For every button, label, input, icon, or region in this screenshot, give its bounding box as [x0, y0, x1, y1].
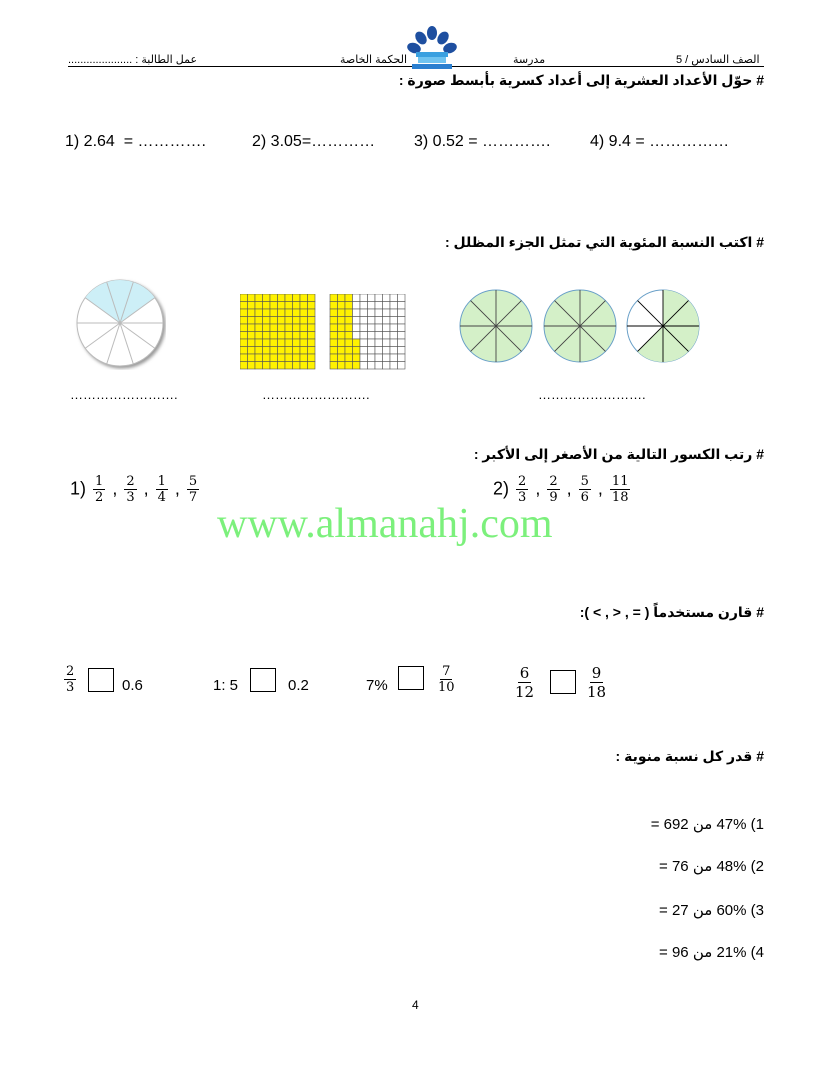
grid-cell — [353, 302, 361, 310]
grid-cell — [360, 347, 368, 355]
grid-cell — [285, 309, 293, 317]
grid-cell — [308, 294, 316, 302]
grid-cell — [270, 354, 278, 362]
grid-cell — [285, 317, 293, 325]
grid-cell — [375, 317, 383, 325]
grid-cell — [285, 354, 293, 362]
grid-cell — [360, 317, 368, 325]
grid-cell — [300, 332, 308, 340]
grid-cell — [308, 354, 316, 362]
compare-1-right: 0.6 — [122, 677, 143, 694]
grid-cell — [360, 294, 368, 302]
grid-cell — [248, 332, 256, 340]
grid-cell — [338, 294, 346, 302]
grid-cell — [248, 354, 256, 362]
grid-cell — [338, 324, 346, 332]
fraction: $\frac{1}{4}$ — [157, 474, 166, 505]
grid-cell — [360, 332, 368, 340]
grid-cell — [375, 309, 383, 317]
eighths-circles — [458, 288, 708, 366]
estimate-item-2: 2) 48% من 76 = — [659, 858, 764, 875]
grid-cell — [240, 347, 248, 355]
grid-cell — [285, 347, 293, 355]
grid-cell — [240, 309, 248, 317]
grid-cell — [308, 332, 316, 340]
grid-cell — [255, 324, 263, 332]
grid-cell — [240, 302, 248, 310]
decimal-item-1: 1) 2.64 = …………. — [65, 133, 206, 150]
grid-cell — [308, 309, 316, 317]
grid-cell — [248, 294, 256, 302]
decimal-item-4: 4) 9.4 = …………… — [590, 133, 730, 150]
grid-cell — [240, 294, 248, 302]
grid-cell — [330, 332, 338, 340]
grid-cell — [270, 339, 278, 347]
grid-cell — [330, 309, 338, 317]
grid-cell — [390, 354, 398, 362]
grid-cell — [398, 317, 406, 325]
grid-cell — [338, 309, 346, 317]
school-logo-icon — [404, 24, 460, 76]
grid-cell — [300, 309, 308, 317]
grid-cell — [278, 362, 286, 370]
grid-cell — [368, 339, 376, 347]
grid-cell — [338, 332, 346, 340]
grid-cell — [345, 309, 353, 317]
grid-cell — [375, 302, 383, 310]
estimate-item-3: 3) 60% من 27 = — [659, 902, 764, 919]
grid-cell — [345, 302, 353, 310]
grid-cell — [278, 294, 286, 302]
compare-box-3[interactable] — [398, 666, 424, 690]
grid-cell — [255, 354, 263, 362]
grid-cell — [308, 324, 316, 332]
grid-cell — [398, 339, 406, 347]
section5-title: # قدر كل نسبة منوية : — [615, 748, 764, 764]
compare-3-right: $\frac{7}{10}$ — [438, 664, 455, 695]
grid-cell — [360, 302, 368, 310]
grid-cell — [383, 332, 391, 340]
grid-cell — [390, 302, 398, 310]
section3-title: # رتب الكسور التالية من الأصغر إلى الأكبر : — [473, 446, 764, 462]
grid-cell — [278, 354, 286, 362]
grid-cell — [375, 347, 383, 355]
grid-cell — [353, 362, 361, 370]
grid-cell — [300, 317, 308, 325]
compare-box-2[interactable] — [250, 668, 276, 692]
grid-cell — [353, 354, 361, 362]
grid-cell — [398, 354, 406, 362]
fraction-set-2: 2) $\frac{2}{3}$ , $\frac{2}{9}$ , $\frac{5}{6}$ , $\frac{11}{18}$ — [493, 474, 629, 505]
grid-cell — [255, 294, 263, 302]
grid-cell — [338, 339, 346, 347]
grid-cell — [300, 354, 308, 362]
grid-cell — [390, 339, 398, 347]
grid-cell — [285, 294, 293, 302]
grid-cell — [270, 309, 278, 317]
grid-cell — [330, 317, 338, 325]
grid-cell — [360, 354, 368, 362]
grid-cell — [330, 294, 338, 302]
grid-cell — [263, 309, 271, 317]
grid-cell — [255, 317, 263, 325]
grid-cell — [390, 332, 398, 340]
grid-cell — [368, 347, 376, 355]
grid-cell — [293, 354, 301, 362]
grid-cell — [240, 339, 248, 347]
compare-3-left: 7% — [366, 677, 388, 694]
grid-cell — [390, 294, 398, 302]
grid-cell — [248, 362, 256, 370]
grid-cell — [368, 332, 376, 340]
compare-4-right: $\frac{9}{18}$ — [587, 664, 607, 701]
school-name: الحكمة الخاصة — [340, 54, 407, 66]
grid-cell — [368, 294, 376, 302]
grid-cell — [263, 332, 271, 340]
grid-cell — [270, 294, 278, 302]
grid-cell — [278, 317, 286, 325]
grid-cell — [398, 302, 406, 310]
grid-cell — [270, 317, 278, 325]
grid-cell — [330, 347, 338, 355]
grid-cell — [293, 339, 301, 347]
grid-cell — [300, 324, 308, 332]
fraction: $\frac{5}{7}$ — [188, 474, 198, 505]
watermark: www.almanahj.com — [217, 501, 553, 547]
grid-cell — [375, 294, 383, 302]
grid-cell — [278, 309, 286, 317]
grid-cell — [248, 302, 256, 310]
compare-box-1[interactable] — [88, 668, 114, 692]
compare-2-right: 0.2 — [288, 677, 309, 694]
grid-cell — [383, 362, 391, 370]
compare-4-left: $\frac{6}{12}$ — [515, 664, 535, 701]
grid-cell — [255, 339, 263, 347]
grid-cell — [353, 347, 361, 355]
grid-cell — [308, 362, 316, 370]
section2-title: # اكتب النسبة المئوية التي تمثل الجزء المظلل : — [444, 234, 764, 250]
estimate-item-4: 4) 21% من 96 = — [659, 944, 764, 961]
grid-cell — [248, 317, 256, 325]
grid-cell — [375, 332, 383, 340]
grid-cell — [240, 362, 248, 370]
grid-cell — [338, 354, 346, 362]
grid-cell — [255, 347, 263, 355]
grid-cell — [293, 347, 301, 355]
percent-grids — [240, 294, 410, 372]
grid-cell — [383, 317, 391, 325]
grid-cell — [255, 332, 263, 340]
grid-cell — [263, 317, 271, 325]
fraction: $\frac{2}{3}$ — [126, 474, 135, 505]
grid-cell — [255, 309, 263, 317]
grid-cell — [330, 339, 338, 347]
grid-cell — [248, 339, 256, 347]
grid-cell — [383, 339, 391, 347]
answer-line-1: ……………………. — [70, 387, 178, 402]
grid-cell — [375, 362, 383, 370]
grid-cell — [293, 309, 301, 317]
grid-cell — [398, 324, 406, 332]
grid-cell — [353, 294, 361, 302]
page-number: 4 — [412, 998, 419, 1012]
grid-cell — [240, 317, 248, 325]
grid-cell — [278, 332, 286, 340]
section4-title: # قارن مستخدماً ( = , < , > ): — [579, 604, 764, 620]
grid-cell — [338, 362, 346, 370]
class-label: الصف السادس / 5 — [676, 54, 760, 66]
grid-cell — [338, 302, 346, 310]
grid-cell — [375, 324, 383, 332]
grid-cell — [353, 339, 361, 347]
grid-cell — [345, 324, 353, 332]
grid-cell — [278, 347, 286, 355]
compare-1-left: $\frac{2}{3}$ — [66, 664, 75, 695]
grid-cell — [300, 294, 308, 302]
grid-cell — [383, 354, 391, 362]
grid-cell — [248, 347, 256, 355]
grid-cell — [360, 362, 368, 370]
grid-cell — [285, 362, 293, 370]
grid-cell — [308, 302, 316, 310]
grid-cell — [270, 347, 278, 355]
grid-cell — [353, 309, 361, 317]
student-label: عمل الطالبة : ..................... — [68, 54, 198, 66]
grid-cell — [263, 294, 271, 302]
fraction-set-1: 1) $\frac{1}{2}$ , $\frac{2}{3}$ , $\frac{1}{4}$ , $\frac{5}{7}$ — [70, 474, 198, 505]
grid-cell — [383, 302, 391, 310]
grid-cell — [398, 362, 406, 370]
set1-label: 1) — [70, 478, 87, 499]
grid-cell — [368, 317, 376, 325]
grid-cell — [345, 362, 353, 370]
grid-cell — [285, 332, 293, 340]
grid-cell — [383, 347, 391, 355]
grid-cell — [390, 362, 398, 370]
grid-cell — [278, 324, 286, 332]
grid-cell — [285, 302, 293, 310]
grid-cell — [293, 362, 301, 370]
grid-cell — [248, 324, 256, 332]
grid-cell — [240, 354, 248, 362]
grid-cell — [330, 362, 338, 370]
decimal-item-2: 2) 3.05=………… — [252, 133, 376, 150]
grid-cell — [293, 324, 301, 332]
grid-cell — [360, 339, 368, 347]
grid-cell — [285, 339, 293, 347]
grid-cell — [248, 309, 256, 317]
answer-line-3: ……………………. — [538, 387, 646, 402]
grid-cell — [330, 354, 338, 362]
grid-cell — [398, 309, 406, 317]
grid-cell — [263, 302, 271, 310]
fraction: $\frac{5}{6}$ — [580, 474, 589, 505]
grid-cell — [263, 339, 271, 347]
compare-box-4[interactable] — [550, 670, 576, 694]
grid-cell — [270, 302, 278, 310]
grid-cell — [293, 302, 301, 310]
grid-cell — [338, 317, 346, 325]
grid-cell — [345, 317, 353, 325]
fraction: $\frac{2}{3}$ — [518, 474, 527, 505]
grid-cell — [368, 309, 376, 317]
grid-cell — [240, 324, 248, 332]
grid-cell — [338, 347, 346, 355]
grid-cell — [360, 324, 368, 332]
fraction: $\frac{11}{18}$ — [611, 474, 629, 505]
section1-title: # حوّل الأعداد العشرية إلى أعداد كسرية بأبسط صورة : — [398, 72, 764, 88]
grid-cell — [390, 347, 398, 355]
grid-cell — [255, 362, 263, 370]
grid-cell — [263, 362, 271, 370]
grid-cell — [375, 339, 383, 347]
grid-cell — [300, 339, 308, 347]
grid-cell — [383, 294, 391, 302]
grid-cell — [300, 302, 308, 310]
grid-cell — [285, 324, 293, 332]
grid-cell — [368, 362, 376, 370]
grid-cell — [390, 317, 398, 325]
tenths-circle — [74, 278, 166, 370]
grid-cell — [293, 317, 301, 325]
grid-cell — [383, 324, 391, 332]
grid-cell — [308, 347, 316, 355]
grid-cell — [345, 354, 353, 362]
grid-cell — [255, 302, 263, 310]
grid-cell — [368, 354, 376, 362]
grid-cell — [390, 324, 398, 332]
answer-line-2: ……………………. — [262, 387, 370, 402]
decimal-item-3: 3) 0.52 = …………. — [414, 133, 551, 150]
grid-cell — [345, 347, 353, 355]
grid-cell — [383, 309, 391, 317]
compare-2-left: 1: 5 — [213, 677, 239, 694]
grid-cell — [345, 332, 353, 340]
grid-cell — [398, 294, 406, 302]
grid-cell — [300, 362, 308, 370]
grid-cell — [278, 302, 286, 310]
set2-label: 2) — [493, 478, 510, 499]
grid-cell — [263, 324, 271, 332]
estimate-item-1: 1) 47% من 692 = — [650, 816, 764, 833]
grid-cell — [300, 347, 308, 355]
grid-cell — [398, 347, 406, 355]
school-label: مدرسة — [513, 54, 546, 66]
grid-cell — [263, 347, 271, 355]
grid-cell — [368, 302, 376, 310]
grid-cell — [330, 324, 338, 332]
grid-cell — [368, 324, 376, 332]
grid-cell — [345, 339, 353, 347]
grid-cell — [270, 324, 278, 332]
grid-cell — [398, 332, 406, 340]
grid-cell — [330, 302, 338, 310]
fraction: $\frac{1}{2}$ — [95, 474, 104, 505]
grid-cell — [293, 294, 301, 302]
grid-cell — [353, 317, 361, 325]
grid-cell — [293, 332, 301, 340]
grid-cell — [345, 294, 353, 302]
grid-cell — [360, 309, 368, 317]
grid-cell — [353, 332, 361, 340]
grid-cell — [353, 324, 361, 332]
fraction: $\frac{2}{9}$ — [549, 474, 558, 505]
grid-cell — [278, 339, 286, 347]
grid-cell — [308, 317, 316, 325]
grid-cell — [390, 309, 398, 317]
grid-cell — [375, 354, 383, 362]
grid-cell — [263, 354, 271, 362]
grid-cell — [270, 362, 278, 370]
grid-cell — [240, 332, 248, 340]
grid-cell — [308, 339, 316, 347]
grid-cell — [270, 332, 278, 340]
